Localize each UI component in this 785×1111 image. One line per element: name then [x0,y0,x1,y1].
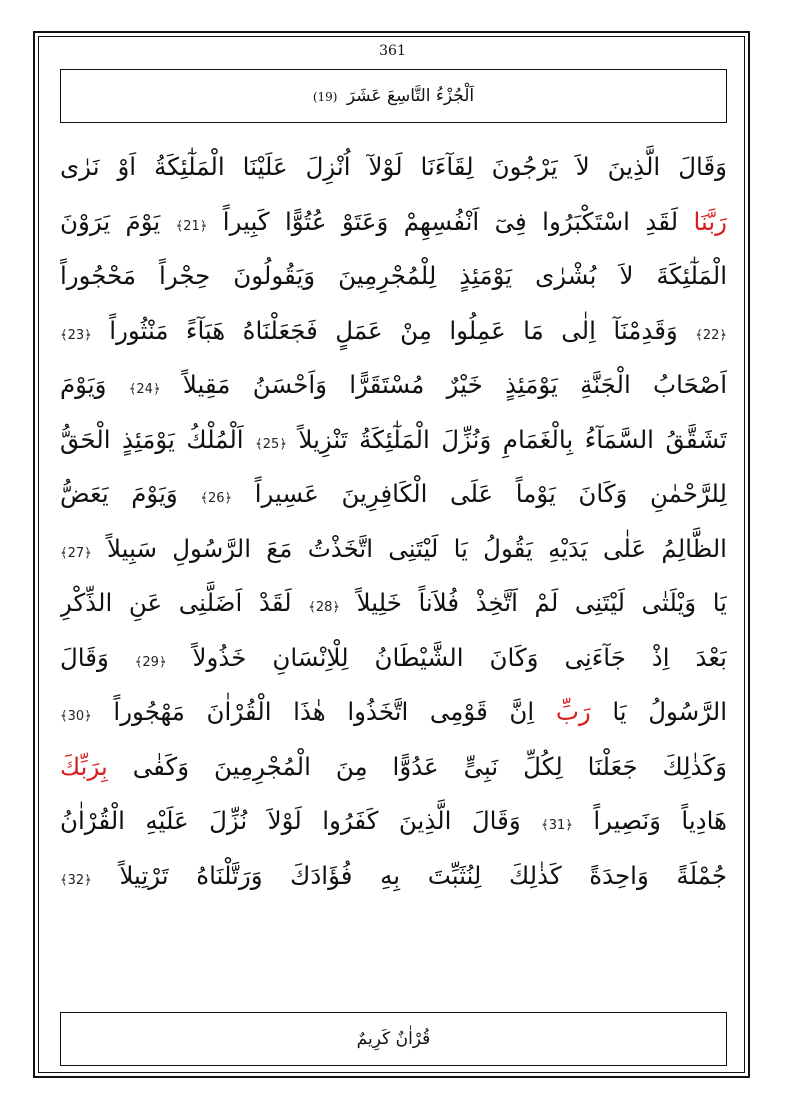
verse-text: يَوْمَ يَرَوْنَ [60,206,176,236]
text-line [60,576,727,631]
verse-text: جُمْلَةً وَاحِدَةً كَذٰلِكَ لِنُثَبِّتَ بِهِ فُؤَادَكَ وَرَتَّلْنَاهُ تَرْتِيلاً [91,860,727,890]
verse-text: اِنَّ قَوْمِى اتَّخَذُوا هٰذَا الْقُرْاٰنَ مَهْجُوراً [91,697,556,726]
verse-text: يَا وَيْلَتٰى لَيْتَنِى لَمْ اَتَّخِذْ فُلاَناً خَلِيلاً [340,588,727,617]
text-line [60,631,727,686]
footer-text: قُرْاٰنٌ كَرِيمٌ [356,1029,431,1049]
text-line [60,467,727,522]
verse-text: الرَّسُولُ يَا [590,697,727,726]
verse-text: وَيَوْمَ [60,370,129,399]
verse-text: بَعْدَ اِذْ جَآءَنِى وَكَانَ الشَّيْطَانُ لِلْاِنْسَانِ خَذُولاً [166,642,727,672]
ayah-number-marker: ﴿31﴾ [541,818,573,833]
verse-text: اَلْمُلْكُ يَوْمَئِذٍ الْحَقُّ [60,424,256,454]
footer-banner [60,1012,727,1066]
highlighted-word: بِرَبِّكَ [60,751,108,781]
juz-title [313,86,474,106]
ayah-number-marker: ﴿28﴾ [308,600,340,615]
text-line [60,249,727,304]
ayah-number-marker: ﴿25﴾ [255,436,287,452]
page-number: 361 [379,43,406,59]
ayah-number-marker: ﴿23﴾ [60,327,92,343]
verse-text: هَادِياً وَنَصِيراً [572,806,727,835]
ayah-number-marker: ﴿26﴾ [200,491,233,506]
juz-header [60,69,727,123]
text-line [60,358,727,413]
text-line [60,794,727,849]
highlighted-word: رَبِّ [555,697,591,726]
verse-text: الْمَلٰٓئِكَةَ لاَ بُشْرٰى يَوْمَئِذٍ لِلْمُجْرِمِينَ وَيَقُولُونَ حِجْراً مَحْجُوراً [60,261,727,290]
verse-text: وَقَالَ الَّذِينَ كَفَرُوا لَوْلاَ نُزِّلَ عَلَيْهِ الْقُرْاٰنُ [60,806,542,835]
verse-text: وَقَدِمْنَآ اِلٰى مَا عَمِلُوا مِنْ عَمَلٍ فَجَعَلْنَاهُ هَبَآءً مَنْثُوراً [91,315,696,345]
verse-text: وَكَذٰلِكَ جَعَلْنَا لِكُلِّ نَبِىٍّ عَدُوًّا مِنَ الْمُجْرِمِينَ وَكَفٰى [107,751,727,781]
highlighted-word: رَبَّنَا [693,206,727,236]
ayah-number-marker: ﴿32﴾ [60,872,92,888]
verse-text: لَقَدْ اَضَلَّنِى عَنِ الذِّكْرِ [60,588,309,617]
ayah-number-marker: ﴿30﴾ [60,709,92,724]
text-line [60,685,727,740]
ayah-number-marker: ﴿22﴾ [695,327,727,343]
text-line [60,140,727,195]
text-line [60,304,727,359]
text-line [60,522,727,577]
verse-text: لِلرَّحْمٰنِ وَكَانَ يَوْماً عَلَى الْكَافِرِينَ عَسِيراً [232,479,727,508]
text-line [60,413,727,468]
juz-title-text: اَلْجُزْءُ التَّاسِعَ عَشَرَ [346,86,475,106]
verse-text: اَصْحَابُ الْجَنَّةِ يَوْمَئِذٍ خَيْرٌ مُسْتَقَرًّا وَاَحْسَنُ مَقِيلاً [160,370,727,399]
juz-number: (19) [312,90,338,104]
verse-text: وَقَالَ [60,642,135,672]
ayah-number-marker: ﴿29﴾ [134,654,167,670]
ayah-number-marker: ﴿27﴾ [60,545,92,561]
verse-text: لَقَدِ اسْتَكْبَرُوا فِىٓ اَنْفُسِهِمْ وَعَتَوْ عُتُوًّا كَبِيراً [207,206,694,236]
verse-text: تَشَقَّقُ السَّمَآءُ بِالْغَمَامِ وَنُزِّلَ الْمَلٰٓئِكَةُ تَنْزِيلاً [286,424,727,454]
text-line [60,849,727,904]
verse-text: الظَّالِمُ عَلٰى يَدَيْهِ يَقُولُ يَا لَيْتَنِى اتَّخَذْتُ مَعَ الرَّسُولِ سَبِيلاً [91,533,727,563]
text-line [60,195,727,250]
verse-text: وَقَالَ الَّذِينَ لاَ يَرْجُونَ لِقَآءَنَا لَوْلآ اُنْزِلَ عَلَيْنَا الْمَلٰٓئِكَةُ اَوْ نَرٰى [60,152,727,181]
quran-text-body [60,140,727,903]
ayah-number-marker: ﴿24﴾ [128,382,161,397]
text-line [60,740,727,795]
ayah-number-marker: ﴿21﴾ [175,218,208,234]
verse-text: وَيَوْمَ يَعَضُّ [60,479,201,508]
